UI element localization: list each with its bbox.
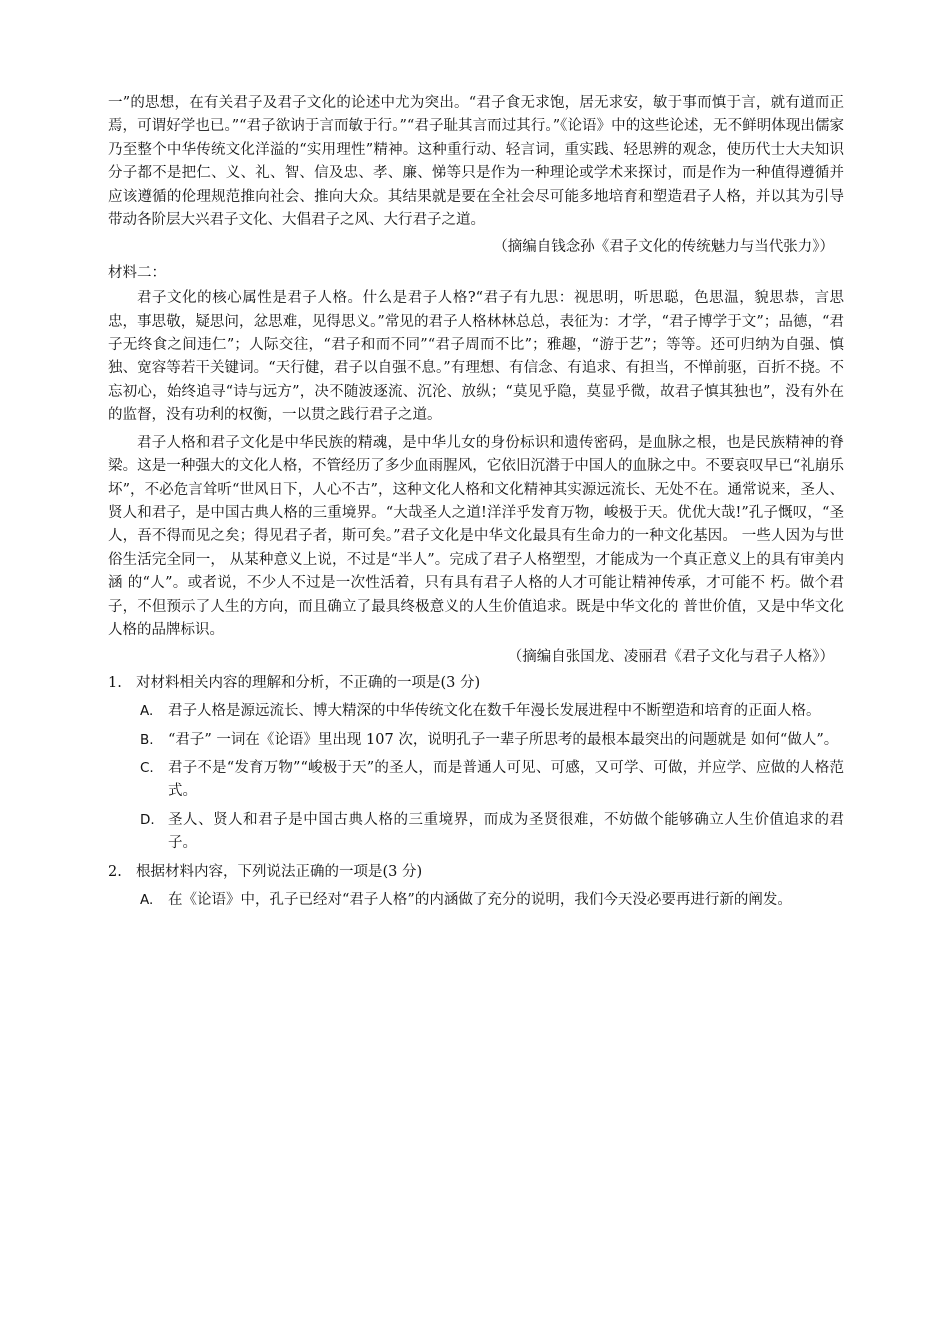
question-2 (108, 861, 844, 884)
option-letter: B. (140, 731, 154, 748)
option-a (140, 889, 844, 912)
option-letter: A. (140, 703, 154, 720)
question-stem: 根据材料内容，下列说法正确的一项是(3 分) (136, 863, 423, 880)
material2-paragraph-1: 君子文化的核心属性是君子人格。什么是君子人格?“君子有九思：视思明，听思聪，色思温，貌思恭，言思忠，事思敬，疑思问，忿思难，见得思义。”常见的君子人格林林总总，表征为：才学，“君子博学于文”；品德，“君子无终食之间违仁”；人际交往，“君子和而不同”“君子周而不比”；雅趣，“游于艺”；等等。还可归纳为自强、慎独、宽容等若干关键词。“天行健，君子以自强不息。”有理想、有信念、有追求、有担当，不惮前驱，百折不挠。不忘初心，始终追寻“诗与远方”，决不随波逐流、沉沦、放纵；“莫见乎隐，莫显乎微，故君子慎其独也”，没有外在的监督，没有功利的权衡，一以贯之践行君子之道。 (108, 290, 844, 424)
option-d (140, 809, 844, 856)
option-text: “君子” 一词在《论语》里出现 107 次，说明孔子一辈子所思考的最根本最突出的问题就是 如何“做人”。 (168, 731, 839, 748)
option-text: 君子人格是源远流长、博大精深的中华传统文化在数千年漫长发展进程中不断塑造和培育的正面人格。 (168, 703, 821, 720)
material2-source: （摘编自张国龙、凌丽君《君子文化与君子人格》） (507, 649, 834, 666)
option-c (140, 757, 844, 804)
question-number: 2. (108, 863, 122, 880)
question-number: 1. (108, 674, 122, 691)
question-1-options (140, 700, 844, 855)
question-2-options (140, 889, 844, 912)
material2-paragraph-2: 君子人格和君子文化是中华民族的精魂，是中华儿女的身份标识和遗传密码，是血脉之根，也是民族精神的脊梁。这是一种强大的文化人格，不管经历了多少血雨腥风，它依旧沉潜于中国人的血脉之中。不要哀叹早已“礼崩乐坏”，不必危言耸听“世风日下，人心不古”，这种文化人格和文化精神其实源远流长、无处不在。通常说来，圣人、贤人和君子，是中国古典人格的三重境界。“大哉圣人之道!洋洋乎发育万物，峻极于天。优优大哉!”孔子慨叹，“圣人，吾不得而见之矣；得见君子者，斯可矣。”君子文化是中华文化最具有生命力的一种文化基因。 一些人因为与世俗生活完全同一， 从某种意义上说，不过是“半人”。完成了君子人格塑型，才能成为一个真正意义上的具有审美内涵 的“人”。或者说，不少人不过是一次性活着，只有具有君子人格的人才可能让精神传承，才可能不 朽。做个君子，不但预示了人生的方向，而且确立了最具终极意义的人生价值追求。既是中华文化的 普世价值，又是中华文化人格的品牌标识。 (108, 434, 844, 638)
question-1 (108, 672, 844, 695)
option-letter: A. (140, 892, 154, 908)
option-letter: C. (140, 759, 154, 776)
option-text: 圣人、贤人和君子是中国古典人格的三重境界，而成为圣贤很难，不妨做个能够确立人生价值追求的君子。 (168, 811, 844, 852)
material1-paragraph: 一”的思想，在有关君子及君子文化的论述中尤为突出。“君子食无求饱，居无求安，敏于事而慎于言，就有道而正焉，可谓好学也已。”“君子欲讷于言而敏于行。”“君子耻其言而过其行。”《论语》中的这些论述，无不鲜明体现出儒家乃至整个中华传统文化洋溢的“实用理性”精神。这种重行动、轻言词，重实践、轻思辨的观念，使历代士大夫知识分子都不是把仁、义、礼、智、信及忠、孝、廉、悌等只是作为一种理论或学术来探讨，而是作为一种值得遵循并应该遵循的伦理规范推向社会、推向大众。其结果就是要在全社会尽可能多地培育和塑造君子人格，并以其为引导带动各阶层大兴君子文化、大倡君子之风、大行君子之道。 (108, 95, 844, 229)
document-body (108, 92, 844, 917)
question-stem: 对材料相关内容的理解和分析，不正确的一项是(3 分) (136, 674, 481, 691)
option-text: 在《论语》中，孔子已经对“君子人格”的内涵做了充分的说明，我们今天没必要再进行新的阐发。 (168, 892, 792, 908)
option-text: 君子不是“发育万物”“峻极于天”的圣人，而是普通人可见、可感，又可学、可做，并应学、应做的人格范式。 (168, 759, 844, 800)
material2-label: 材料二： (108, 264, 166, 281)
option-a (140, 700, 844, 723)
option-b (140, 729, 844, 752)
material1-source: （摘编自钱念孙《君子文化的传统魅力与当代张力》） (493, 239, 834, 256)
option-letter: D. (140, 811, 155, 828)
